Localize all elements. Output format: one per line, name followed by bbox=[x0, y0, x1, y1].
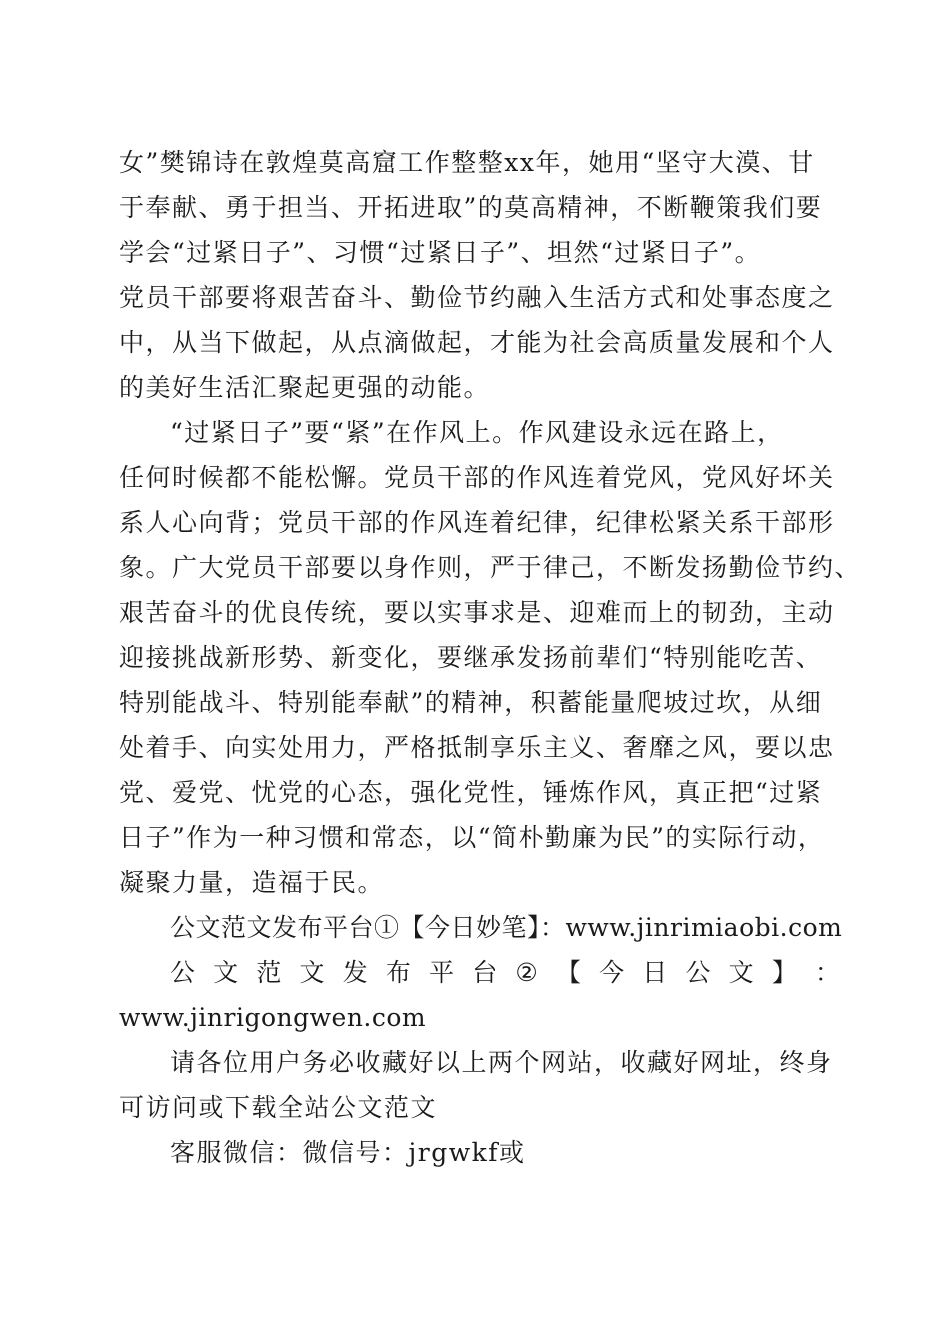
notice-line: 可访问或下载全站公文范文 bbox=[119, 1093, 438, 1122]
platform-2-char: 文 bbox=[213, 958, 239, 987]
platform-2-url[interactable]: www.jinrigongwen.com bbox=[119, 1003, 427, 1032]
paragraph-line: 于奉献、勇于担当、开拓进取”的莫高精神，不断鞭策我们要 bbox=[119, 193, 823, 222]
paragraph-line: 女”樊锦诗在敦煌莫高窟工作整整xx年，她用“坚守大漠、甘 bbox=[119, 148, 815, 177]
paragraph-line: 的美好生活汇聚起更强的动能。 bbox=[119, 373, 491, 402]
platform-2-char: 】 bbox=[771, 958, 797, 987]
paragraph-line: 党员干部要将艰苦奋斗、勤俭节约融入生活方式和处事态度之 bbox=[119, 283, 835, 312]
paragraph-line: 中，从当下做起，从点滴做起，才能为社会高质量发展和个人 bbox=[119, 328, 835, 357]
platform-2-char: 【 bbox=[555, 958, 581, 987]
platform-1-link[interactable]: 公文范文发布平台①【今日妙笔】：www.jinrimiaobi.com bbox=[170, 913, 843, 942]
paragraph-line: 凝聚力量，造福于民。 bbox=[119, 868, 385, 897]
platform-2-char: 文 bbox=[299, 958, 325, 987]
platform-2-char: ： bbox=[814, 958, 840, 987]
paragraph-line: 系人心向背；党员干部的作风连着纪律，纪律松紧关系干部形 bbox=[119, 508, 835, 537]
paragraph-line: 处着手、向实处用力，严格抵制享乐主义、奢靡之风，要以忠 bbox=[119, 733, 835, 762]
paragraph-line: 艰苦奋斗的优良传统，要以实事求是、迎难而上的韧劲，主动 bbox=[119, 598, 835, 627]
platform-2-char: 发 bbox=[342, 958, 368, 987]
paragraph-line: 象。广大党员干部要以身作则，严于律己，不断发扬勤俭节约、 bbox=[119, 553, 862, 582]
paragraph-line: 特别能战斗、特别能奉献”的精神，积蓄能量爬坡过坎，从细 bbox=[119, 688, 823, 717]
paragraph-line: 迎接挑战新形势、新变化，要继承发扬前辈们“特别能吃苦、 bbox=[119, 643, 823, 672]
platform-2-char: 台 bbox=[472, 958, 498, 987]
paragraph-line: 学会“过紧日子”、习惯“过紧日子”、坦然“过紧日子”。 bbox=[119, 238, 762, 267]
paragraph-line: 日子”作为一种习惯和常态，以“简朴勤廉为民”的实际行动， bbox=[119, 823, 825, 852]
platform-2-char: 日 bbox=[642, 958, 668, 987]
notice-line: 请各位用户务必收藏好以上两个网站，收藏好网址，终身 bbox=[170, 1048, 833, 1077]
customer-service-wechat: 客服微信：微信号：jrgwkf或 bbox=[170, 1138, 526, 1167]
paragraph-line: 党、爱党、忧党的心态，强化党性，锤炼作风，真正把“过紧 bbox=[119, 778, 823, 807]
paragraph-line: “过紧日子”要“紧”在作风上。作风建设永远在路上， bbox=[170, 418, 784, 447]
platform-2-char: 布 bbox=[385, 958, 411, 987]
platform-2-char: 平 bbox=[429, 958, 455, 987]
platform-2-char: 文 bbox=[728, 958, 754, 987]
platform-2-char: 今 bbox=[599, 958, 625, 987]
platform-2-char: ② bbox=[515, 958, 538, 987]
paragraph-line: 任何时候都不能松懈。党员干部的作风连着党风，党风好坏关 bbox=[119, 463, 835, 492]
platform-2-char: 公 bbox=[170, 958, 196, 987]
platform-2-char: 公 bbox=[685, 958, 711, 987]
platform-2-label bbox=[170, 958, 840, 988]
platform-2-char: 范 bbox=[256, 958, 282, 987]
